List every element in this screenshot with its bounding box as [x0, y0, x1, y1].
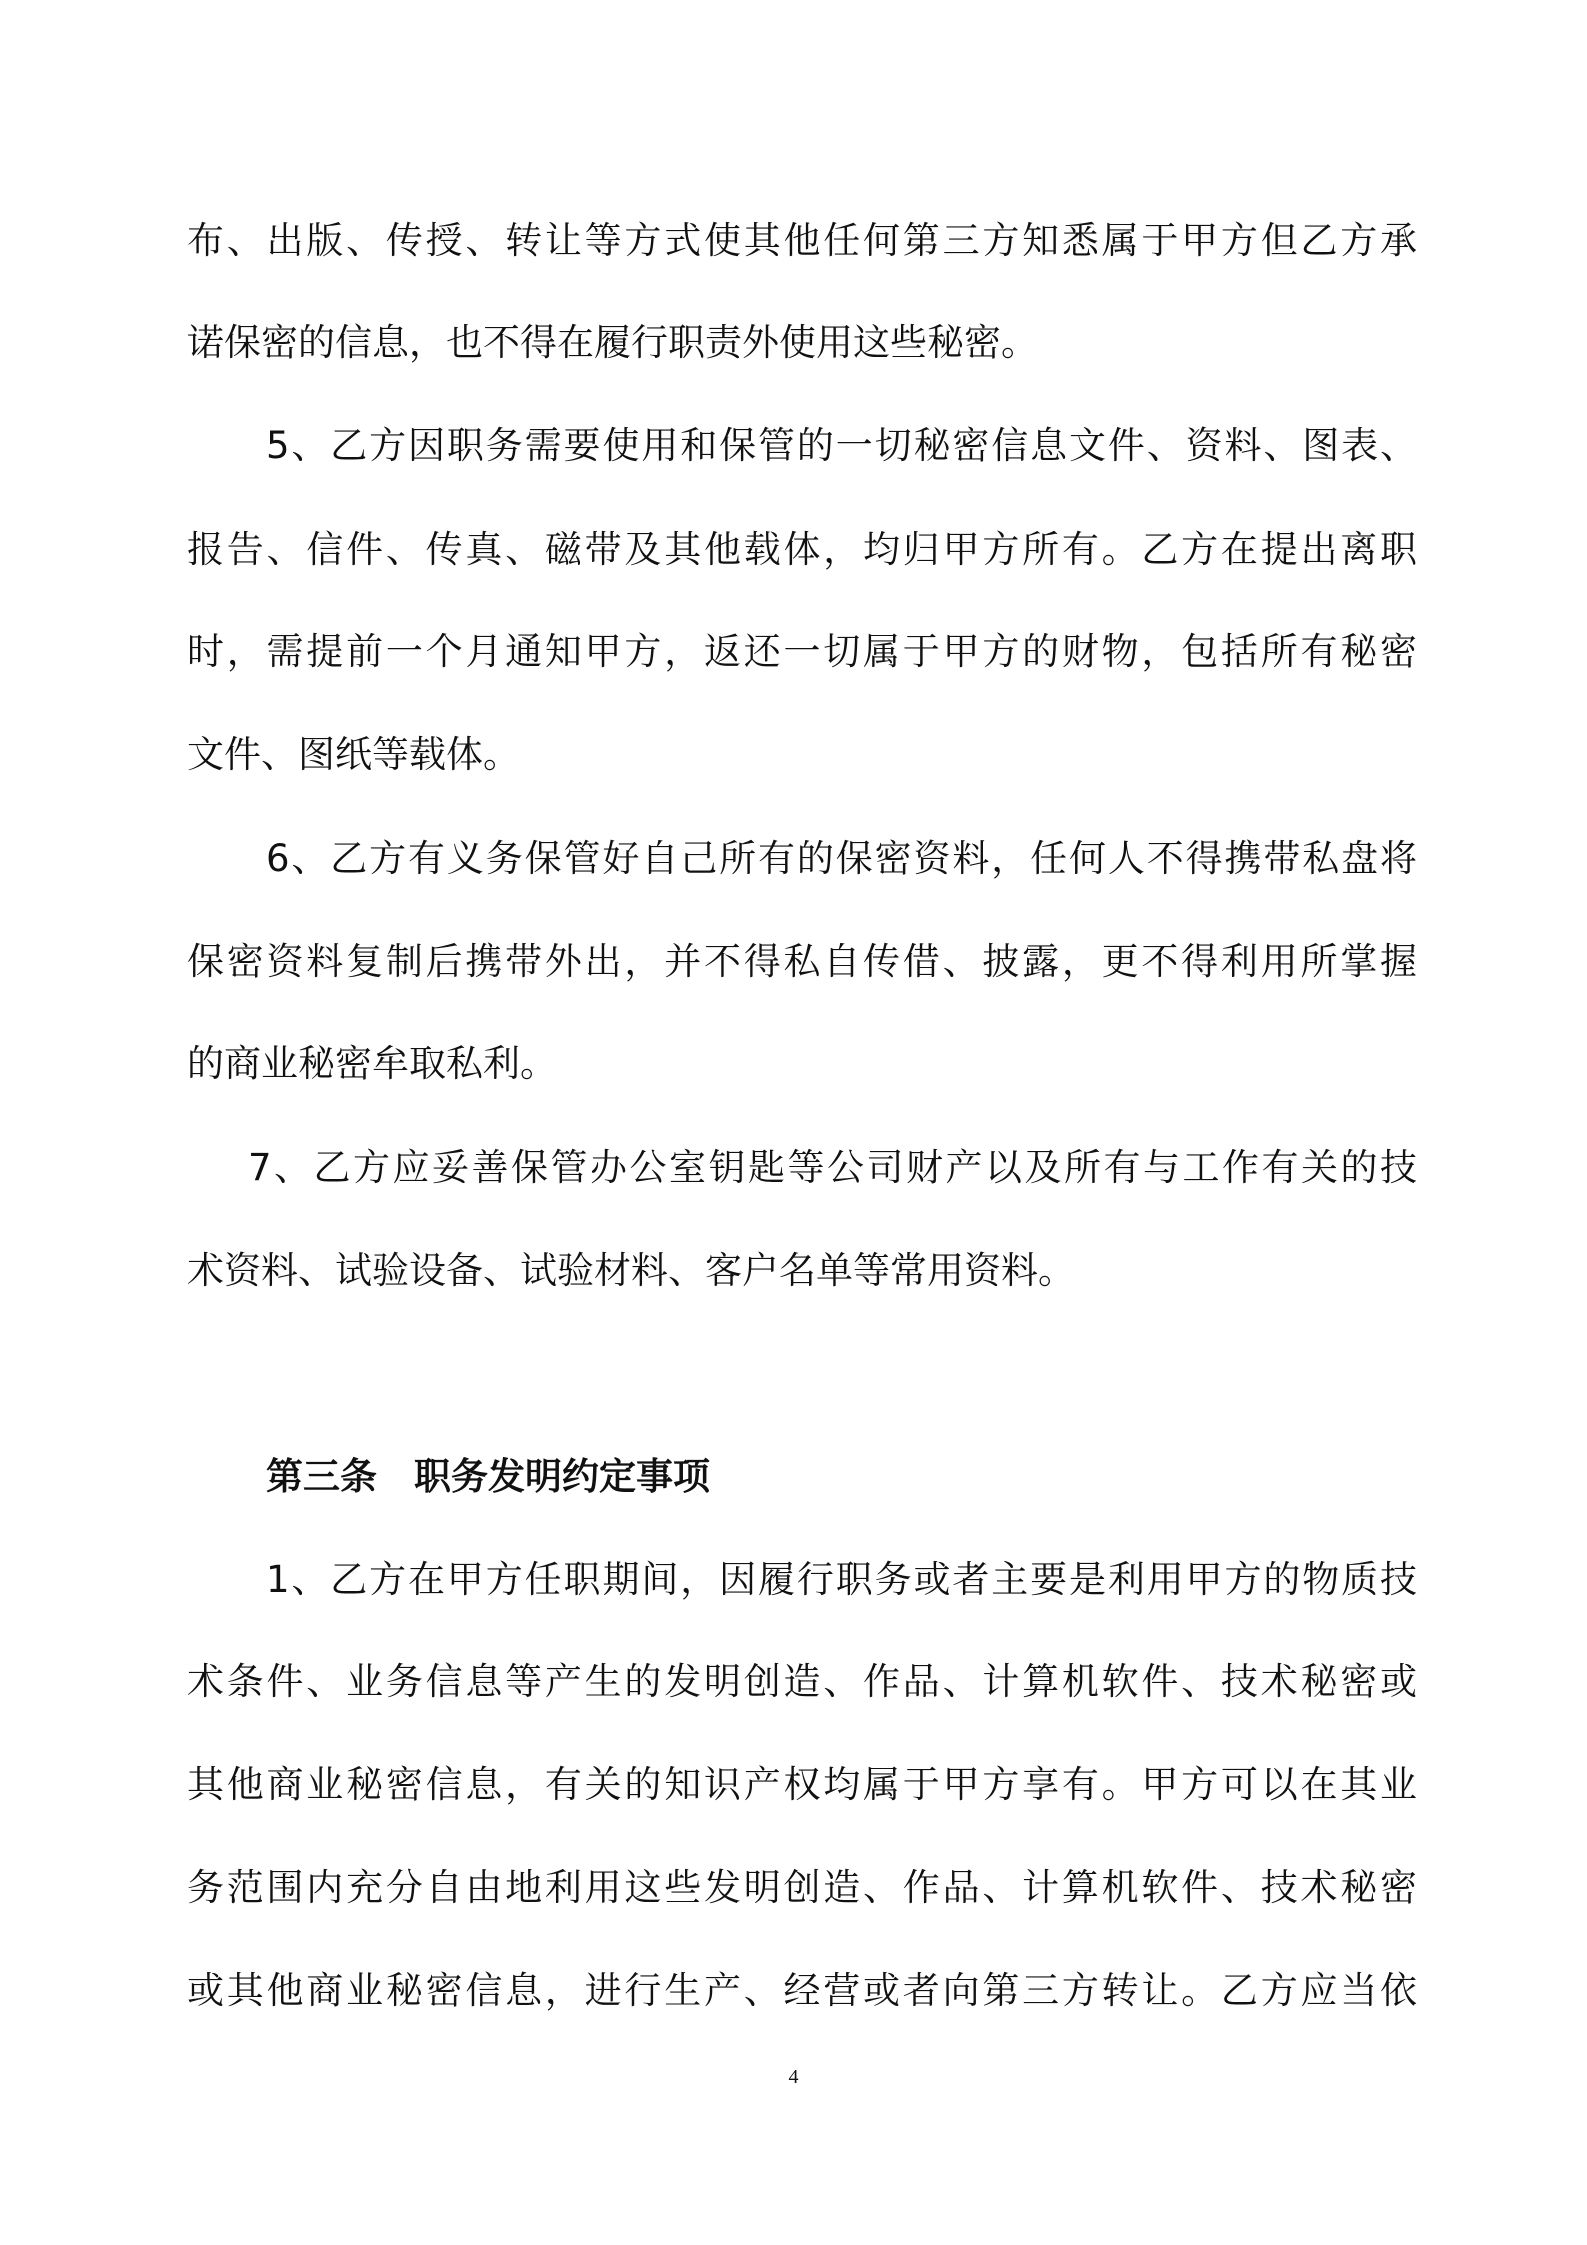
paragraph-line: 6、乙方有义务保管好自己所有的保密资料，任何人不得携带私盘将	[266, 837, 1417, 880]
paragraph-line: 务范围内充分自由地利用这些发明创造、作品、计算机软件、技术秘密	[187, 1866, 1417, 1909]
paragraph-line: 诺保密的信息，也不得在履行职责外使用这些秘密。	[187, 321, 1038, 364]
paragraph-line: 7、乙方应妥善保管办公室钥匙等公司财产以及所有与工作有关的技	[248, 1146, 1417, 1189]
page-number: 4	[788, 2066, 799, 2088]
paragraph-line: 文件、图纸等载体。	[187, 733, 520, 776]
paragraph-line: 5、乙方因职务需要使用和保管的一切秘密信息文件、资料、图表、	[266, 424, 1417, 467]
paragraph-line: 术资料、试验设备、试验材料、客户名单等常用资料。	[187, 1249, 1075, 1292]
paragraph-line: 其他商业秘密信息，有关的知识产权均属于甲方享有。甲方可以在其业	[187, 1763, 1417, 1806]
paragraph-line: 报告、信件、传真、磁带及其他载体，均归甲方所有。乙方在提出离职	[187, 528, 1417, 571]
paragraph-line: 布、出版、传授、转让等方式使其他任何第三方知悉属于甲方但乙方承	[187, 219, 1417, 262]
paragraph-line: 时，需提前一个月通知甲方，返还一切属于甲方的财物，包括所有秘密	[187, 630, 1417, 673]
paragraph-line: 术条件、业务信息等产生的发明创造、作品、计算机软件、技术秘密或	[187, 1660, 1417, 1703]
paragraph-line: 或其他商业秘密信息，进行生产、经营或者向第三方转让。乙方应当依	[187, 1969, 1417, 2012]
section-heading: 第三条 职务发明约定事项	[266, 1455, 710, 1498]
paragraph-line: 1、乙方在甲方任职期间，因履行职务或者主要是利用甲方的物质技	[266, 1558, 1417, 1601]
paragraph-line: 保密资料复制后携带外出，并不得私自传借、披露，更不得利用所掌握	[187, 940, 1417, 983]
paragraph-line: 的商业秘密牟取私利。	[187, 1042, 557, 1085]
